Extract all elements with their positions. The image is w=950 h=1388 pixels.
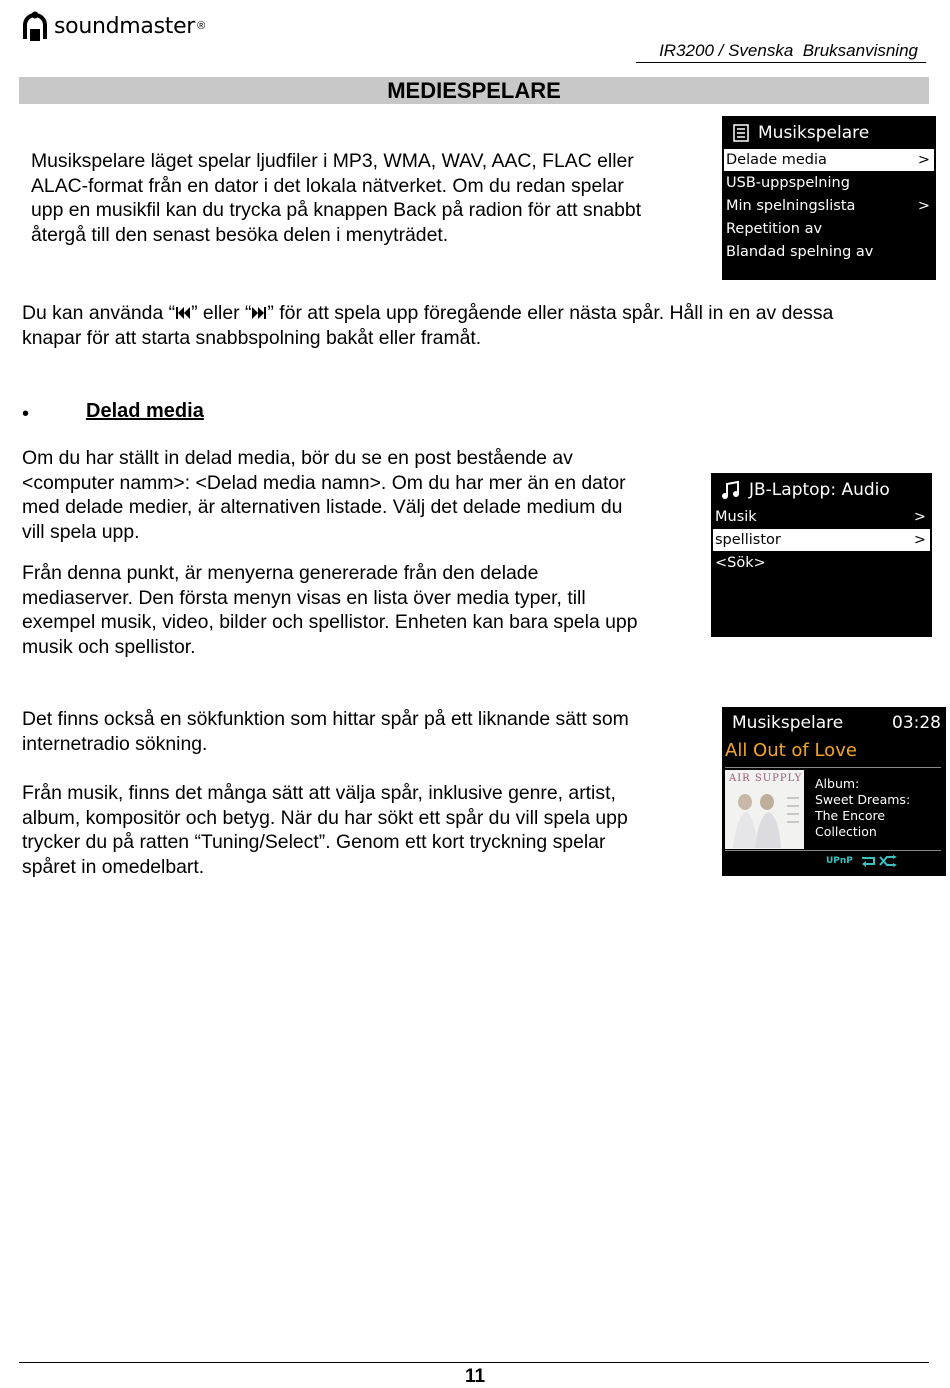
cover-text: AIR SUPPLY (729, 773, 803, 784)
screen-header (732, 121, 869, 145)
footer-rule (19, 1362, 929, 1363)
intro-paragraph (31, 149, 711, 247)
chevron-right-icon: > (913, 532, 926, 548)
text-line: Från denna punkt, är menyerna genererade från den delade (22, 562, 539, 584)
header-rule (636, 62, 926, 63)
text-line: Från musik, finns det många sätt att välja spår, inklusive genre, artist, (22, 782, 616, 804)
menu-item-repeat[interactable] (724, 218, 934, 240)
intro-line: Musikspelare läget spelar ljudfiler i MP3, WMA, WAV, AAC, FLAC eller (31, 150, 634, 172)
section-title: MEDIESPELARE (387, 78, 561, 103)
album-label: Album: (815, 776, 860, 791)
search-paragraph-2 (22, 781, 712, 879)
text-line: Om du har ställt in delad media, bör du se en post bestående av (22, 447, 573, 469)
upnp-badge: UPnP (826, 856, 853, 866)
music-player-menu-screen (722, 116, 936, 280)
previous-track-icon (175, 306, 191, 320)
menu-item-label: USB-uppspelning (726, 175, 850, 191)
album-line: The Encore (815, 808, 886, 823)
shared-paragraph-1 (22, 446, 702, 544)
bullet-marker: • (22, 403, 30, 425)
now-playing-screen (722, 707, 946, 876)
text-line: internetradio sökning. (22, 732, 208, 755)
screen-header (721, 478, 890, 502)
menu-item-label: Musik (715, 509, 757, 525)
text-line: trycker du på ratten “Tuning/Select”. Genom ett kort tryckning spelar (22, 831, 606, 853)
music-note-icon (721, 480, 741, 500)
intro-line: upp en musikfil kan du trycka på knappen Back på radion för att snabbt (31, 199, 642, 221)
menu-item-playlist[interactable] (724, 195, 934, 217)
album-info (815, 776, 910, 840)
screen-title: JB-Laptop: Audio (749, 480, 890, 500)
page-number: 11 (464, 1366, 486, 1387)
menu-item-usb[interactable] (724, 172, 934, 194)
shuffle-icon (879, 855, 897, 867)
skip-paragraph (22, 301, 932, 350)
menu-item-shuffle[interactable] (724, 241, 934, 263)
repeat-icon (859, 855, 877, 867)
chevron-right-icon: > (913, 509, 926, 525)
next-track-icon (251, 306, 267, 320)
delad-media-heading: Delad media (86, 400, 204, 422)
divider (725, 850, 941, 851)
intro-line: återgå till den senast besöka delen i menyträdet. (31, 223, 449, 246)
text-line: med delade medier, är alternativen listade. Välj det delade medium du (22, 496, 623, 518)
album-cover (725, 770, 804, 849)
menu-item-label: Repetition av (726, 221, 823, 237)
skip-line-1 (22, 301, 932, 326)
shared-paragraph-2 (22, 561, 712, 659)
album-line: Sweet Dreams: (815, 792, 911, 807)
brand-name: soundmaster (54, 13, 196, 39)
text-line: Det finns också en sökfunktion som hittar spår på ett liknande sätt som (22, 708, 629, 730)
text-run: Du kan använda “ (22, 302, 176, 324)
text-run: ” för att spela upp föregående eller nästa spår. Håll in en av dessa (267, 302, 834, 324)
text-line: musik och spellistor. (22, 635, 196, 658)
screen-title: Musikspelare (758, 123, 870, 143)
soundmaster-logo-icon (20, 9, 50, 43)
menu-item-label: <Sök> (715, 555, 766, 571)
brand-logo (20, 8, 205, 44)
text-line: exempel musik, video, bilder och spellistor. Enheten kan bara spela upp (22, 611, 638, 633)
text-run: ” eller “ (191, 302, 252, 324)
menu-item-label: spellistor (715, 532, 781, 548)
registered-mark: ® (197, 20, 206, 32)
text-line: vill spela upp. (22, 520, 140, 543)
search-paragraph-1 (22, 707, 712, 756)
text-line: mediaserver. Den första menyn visas en lista över media typer, till (22, 586, 586, 609)
skip-line-2: knapar för att starta snabbspolning bakåt eller framåt. (22, 326, 482, 349)
clock-time: 03:28 (892, 713, 941, 733)
chevron-right-icon: > (917, 152, 930, 168)
menu-item-label: Min spelningslista (726, 198, 856, 214)
document-id: IR3200 / Svenska Bruksanvisning (659, 41, 918, 60)
chevron-right-icon: > (917, 198, 930, 214)
text-line: spåret in omedelbart. (22, 855, 205, 878)
text-line: <computer namm>: <Delad media namn>. Om du har mer än en dator (22, 471, 626, 494)
text-line: album, kompositör och betyg. När du har sökt ett spår du vill spela upp (22, 806, 628, 829)
intro-line: ALAC-format från en dator i det lokala nätverket. Om du redan spelar (31, 174, 624, 197)
cover-art-icon (725, 788, 804, 848)
divider (725, 767, 941, 768)
album-line: Collection (815, 824, 877, 839)
section-title-bar (19, 77, 929, 104)
shared-media-screen (711, 473, 932, 637)
menu-item-musik[interactable] (713, 506, 930, 528)
list-icon (732, 124, 750, 142)
menu-item-label: Delade media (726, 152, 827, 168)
screen-title: Musikspelare (732, 713, 844, 733)
menu-item-spellistor[interactable] (713, 529, 930, 551)
menu-item-delade-media[interactable] (724, 149, 934, 171)
menu-item-label: Blandad spelning av (726, 244, 874, 260)
track-title: All Out of Love (725, 740, 857, 761)
menu-item-sok[interactable] (713, 552, 930, 574)
